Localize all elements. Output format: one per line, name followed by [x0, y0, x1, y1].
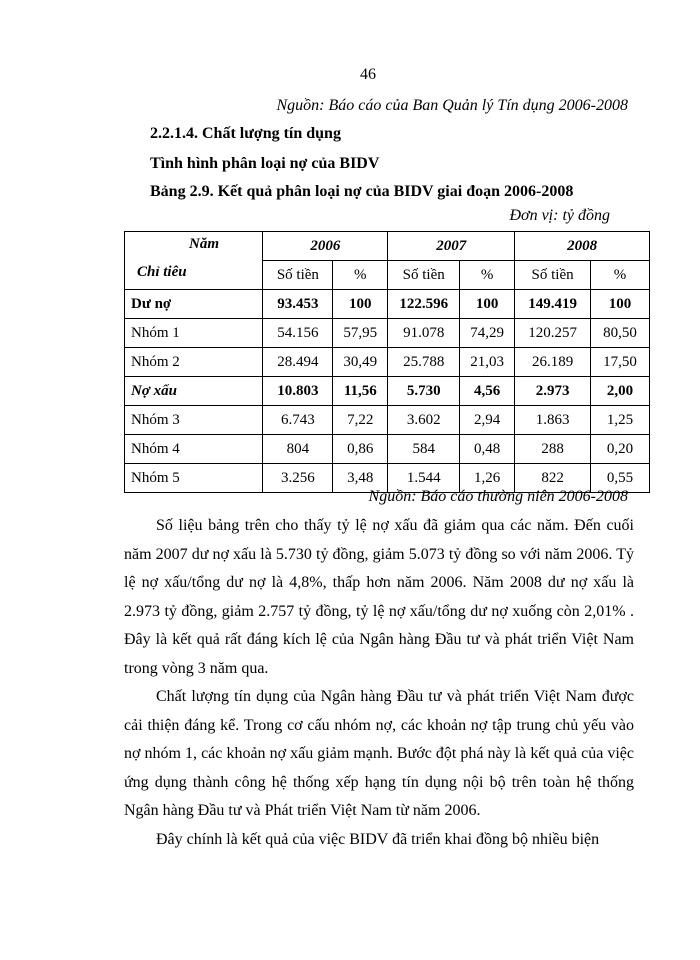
table-cell: 1,26: [460, 464, 515, 493]
table-cell: 822: [515, 464, 591, 493]
unit-label: Đơn vị: tỷ đồng: [509, 207, 610, 224]
row-label: Nợ xấu: [125, 377, 263, 406]
table-cell: 54.156: [263, 319, 333, 348]
table-cell: 100: [333, 290, 388, 319]
subheader-percent: %: [460, 261, 515, 290]
corner-year-label: Năm: [189, 236, 219, 252]
table-cell: 21,03: [460, 348, 515, 377]
table-cell: 26.189: [515, 348, 591, 377]
table-cell: 17,50: [591, 348, 650, 377]
table-cell: 100: [460, 290, 515, 319]
table-title: Bảng 2.9. Kết quả phân loại nợ của BIDV giai đoạn 2006-2008: [150, 183, 574, 200]
table-cell: 100: [591, 290, 650, 319]
table-cell: 1.544: [388, 464, 460, 493]
table-cell: 3.256: [263, 464, 333, 493]
row-label: Nhóm 2: [125, 348, 263, 377]
table-cell: 0,86: [333, 435, 388, 464]
table-cell: 804: [263, 435, 333, 464]
table-cell: 91.078: [388, 319, 460, 348]
year-header: 2007: [388, 232, 515, 261]
table-cell: 1.863: [515, 406, 591, 435]
row-label: Nhóm 1: [125, 319, 263, 348]
subheader-amount: Số tiền: [515, 261, 591, 290]
source-note-top: Nguồn: Báo cáo của Ban Quản lý Tín dụng 2006-2008: [276, 97, 628, 114]
paragraph: Đây chính là kết quả của việc BIDV đã triển khai đồng bộ nhiều biện: [156, 830, 600, 848]
table-cell: 5.730: [388, 377, 460, 406]
section-heading: 2.2.1.4. Chất lượng tín dụng: [150, 125, 341, 142]
table-cell: 30,49: [333, 348, 388, 377]
table-cell: 0,20: [591, 435, 650, 464]
table-cell: 10.803: [263, 377, 333, 406]
table-cell: 74,29: [460, 319, 515, 348]
table-cell: 7,22: [333, 406, 388, 435]
row-label: Dư nợ: [125, 290, 263, 319]
sub-heading: Tình hình phân loại nợ của BIDV: [150, 155, 380, 172]
subheader-amount: Số tiền: [263, 261, 333, 290]
subheader-percent: %: [333, 261, 388, 290]
table-cell: 93.453: [263, 290, 333, 319]
table-cell: 25.788: [388, 348, 460, 377]
table-cell: 2,94: [460, 406, 515, 435]
paragraph: Chất lượng tín dụng của Ngân hàng Đầu tư và phát triển Việt Nam được cải thiện đáng kể. Trong cơ cấu nhóm nợ, các khoản nợ tập trung chủ yếu vào nợ nhóm 1, các khoản nợ xấu giảm mạnh. Bước đột phá này là kết quả của việc ứng dụng thành công hệ thống xếp hạng tín dụng nội bộ trên toàn hệ thống Ngân hàng Đầu tư và Phát triển Việt Nam từ năm 2006.: [124, 688, 634, 819]
table-cell: 120.257: [515, 319, 591, 348]
table-row: [125, 435, 650, 464]
body-text: [124, 512, 634, 854]
table-cell: 149.419: [515, 290, 591, 319]
table-cell: 2,00: [591, 377, 650, 406]
page-number: 46: [360, 66, 376, 83]
subheader-amount: Số tiền: [388, 261, 460, 290]
table-cell: 0,48: [460, 435, 515, 464]
table-cell: 584: [388, 435, 460, 464]
table-cell: 3,48: [333, 464, 388, 493]
year-header: 2006: [263, 232, 388, 261]
table-row: [125, 348, 650, 377]
table-cell: 80,50: [591, 319, 650, 348]
table-cell: 1,25: [591, 406, 650, 435]
table-row: [125, 406, 650, 435]
debt-classification-table: [124, 231, 650, 493]
row-label: Nhóm 5: [125, 464, 263, 493]
table-cell: 11,56: [333, 377, 388, 406]
table-row: [125, 319, 650, 348]
table-header-row: [125, 232, 650, 261]
table-cell: 28.494: [263, 348, 333, 377]
row-label: Nhóm 3: [125, 406, 263, 435]
paragraph: Số liệu bảng trên cho thấy tỷ lệ nợ xấu đã giảm qua các năm. Đến cuối năm 2007 dư nợ xấu là 5.730 tỷ đồng, giảm 5.073 tỷ đồng so với năm 2006. Tỷ lệ nợ xấu/tổng dư nợ là 4,8%, thấp hơn năm 2006. Năm 2008 dư nợ xấu là 2.973 tỷ đồng, giảm 2.757 tỷ đồng, tỷ lệ nợ xấu/tổng dư nợ xuống còn 2,01% . Đây là kết quả rất đáng kích lệ của Ngân hàng Đầu tư và phát triển Việt Nam trong vòng 3 năm qua.: [124, 517, 634, 677]
table-cell: 122.596: [388, 290, 460, 319]
table-cell: 2.973: [515, 377, 591, 406]
table-cell: 57,95: [333, 319, 388, 348]
table-row: [125, 290, 650, 319]
table-cell: 288: [515, 435, 591, 464]
table-cell: 4,56: [460, 377, 515, 406]
table-corner-cell: [125, 232, 263, 290]
corner-indicator-label: Chỉ tiêu: [137, 264, 187, 280]
table-cell: 6.743: [263, 406, 333, 435]
year-header: 2008: [515, 232, 650, 261]
table-cell: 0,55: [591, 464, 650, 493]
source-note-bottom: Nguồn: Báo cáo thường niên 2006-2008: [368, 488, 628, 505]
table-row: [125, 377, 650, 406]
subheader-percent: %: [591, 261, 650, 290]
row-label: Nhóm 4: [125, 435, 263, 464]
table-cell: 3.602: [388, 406, 460, 435]
